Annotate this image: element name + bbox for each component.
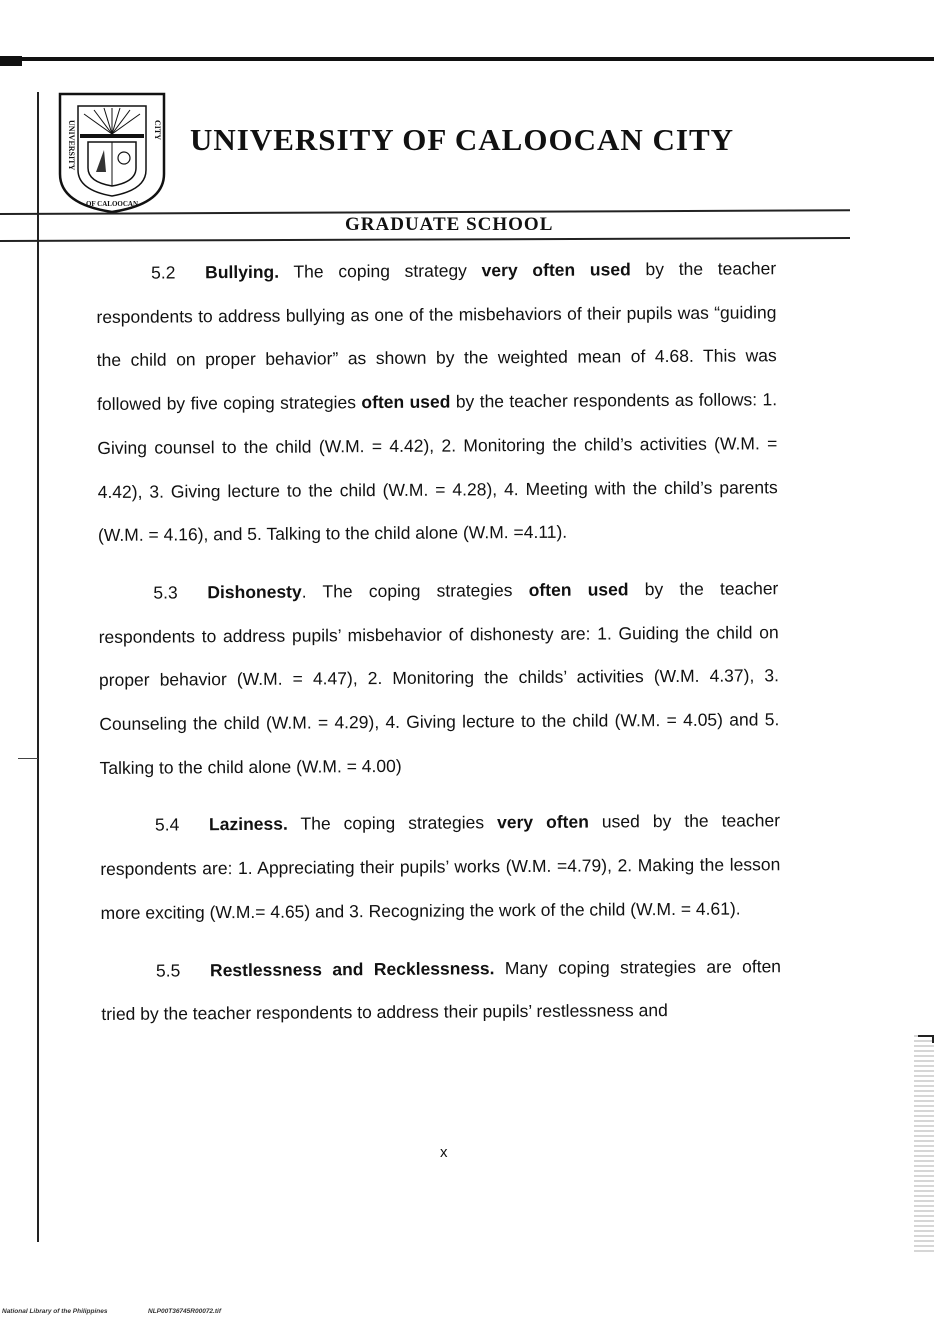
section-number: 5.2 (151, 262, 176, 283)
paragraph-text: by the teacher respondents to address bullying as one of the misbehaviors of their pupils was “guiding the child on proper behavior” as shown by the weighted mean of 4.68. This was followed by five coping strategies (96, 258, 777, 415)
paragraph-text: Many coping strategies are often tried by the teacher respondents to address their pupils’ restlessness and (101, 955, 782, 1025)
paragraph-text: . The coping strategies (301, 579, 529, 602)
emphasis-text: often used (528, 579, 629, 600)
paragraph-text: by the teacher respondents to address pupils’ misbehavior of dishonesty are: 1. Guiding the child on proper behavior (W.M. = 4.47), 2. Monitoring the childs’ activities (W.M. 4.37), 3. Counseling the child (W.M. = 4.29), 4. Giving lecture to the child (W.M. = 4.05) and 5. Talking to the child alone (W.M. = 4.00) (98, 578, 780, 778)
section-title: Dishonesty (207, 581, 302, 603)
header-rule-bottom (0, 237, 850, 242)
graduate-school-heading: GRADUATE SCHOOL (345, 214, 554, 235)
scan-edge-noise (914, 1035, 934, 1255)
section-paragraph (100, 800, 781, 936)
paragraph-text: used by the teacher respondents are: 1. Appreciating their pupils’ works (W.M. =4.79), 2. Making the lesson more exciting (W.M.= 4.65) and 3. Recognizing the work of the child (W.M. = 4.61). (100, 810, 781, 923)
section-title: Restlessness and Recklessness. (209, 957, 495, 980)
paragraph-text: by the teacher respondents as follows: 1. Giving counsel to the child (W.M. = 4.42), 2. Monitoring the child’s activities (W.M. = 4.42), 3. Giving lecture to the child (W.M. = 4.28), 4. Meeting with the child’s parents (W.M. = 4.16), and 5. Talking to the child alone (W.M. =4.11). (97, 389, 778, 546)
section-paragraph (101, 945, 782, 1037)
seal-text-left: UNIVERSITY (67, 120, 76, 171)
section-title: Laziness. (208, 814, 288, 835)
margin-tick-mark (18, 758, 38, 759)
emphasis-text: very often (497, 812, 589, 833)
scan-top-blob (0, 56, 22, 66)
section-number: 5.3 (153, 582, 178, 603)
paragraph-text: The coping strategies (287, 812, 498, 835)
footer-library-credit: National Library of the Philippines (2, 1308, 108, 1315)
body-text (96, 247, 782, 1051)
scan-edge-mark (918, 1035, 934, 1043)
university-title: UNIVERSITY OF CALOOCAN CITY (190, 122, 735, 157)
section-paragraph (98, 567, 780, 790)
university-seal-icon (54, 90, 170, 214)
section-paragraph (96, 247, 778, 558)
footer-file-id: NLP00T36745R00072.tif (148, 1308, 221, 1315)
seal-text-right: CITY (153, 120, 162, 141)
paragraph-text: The coping strategy (278, 260, 482, 282)
page-number: x (440, 1144, 448, 1161)
scan-top-border (0, 57, 934, 61)
binding-margin-line (37, 92, 39, 1242)
section-number: 5.5 (155, 959, 181, 981)
section-title: Bullying. (205, 261, 280, 283)
section-number: 5.4 (154, 814, 180, 836)
emphasis-text: often used (361, 391, 451, 413)
emphasis-text: very often used (481, 259, 631, 281)
seal-text-bottom: OF CALOOCAN (85, 200, 139, 208)
